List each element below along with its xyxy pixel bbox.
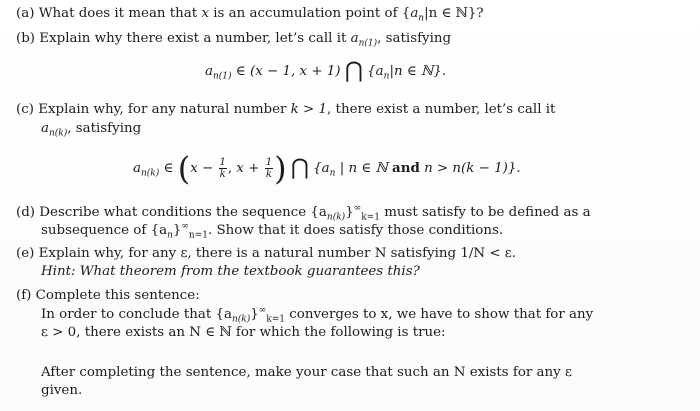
item-b-display-formula: $a_{n(1)}$ ∈ (x − 1, x + 1) ⋂ {$a_n|n$ ∈ ℕ}. [205, 58, 447, 84]
item-b-text: Explain why there exist a number, let’s call it $a_{n(1)}$, satisfying [39, 31, 452, 49]
item-c [16, 101, 555, 119]
item-c-label: (c) [16, 102, 34, 117]
intersection-symbol: ⋂ [344, 58, 363, 84]
item-e-hint: Hint: What theorem from the textbook guarantees this? [41, 264, 420, 279]
item-c-display-formula: $a_{n(k)}$ ∈ (x − $\frac{1}{k}$ , x + $\frac{1}{k}$ ) ⋂ {$a_n$ | n ∈ ℕ and n > n(k − 1)}. [133, 149, 521, 188]
item-f-after-line1: After completing the sentence, make your case that such an N exists for any ε [41, 365, 572, 380]
right-paren: ) [274, 149, 287, 188]
item-c-line2: $a_{n(k)}$, satisfying [41, 121, 142, 139]
item-f [16, 287, 200, 305]
item-a [16, 5, 484, 23]
item-d-text: Describe what conditions the sequence $\{a_{n(k)}\}^\infty_{k=1}$ must satisfy to be defined as a [39, 203, 591, 223]
item-a-text: What does it mean that x is an accumulation point of {$a_n|n$ ∈ ℕ}? [38, 6, 484, 24]
item-e-label: (e) [16, 246, 35, 261]
item-e-text: Explain why, for any ε, there is a natural number N satisfying 1/N < ε. [38, 246, 517, 261]
item-f-line3: ε > 0, there exists an N ∈ ℕ for which the following is true: [41, 325, 446, 340]
item-d-label: (d) [16, 205, 36, 220]
item-f-after-line2: given. [41, 383, 83, 398]
one-over-k-fraction-2: $\frac{1}{k}$ [265, 157, 273, 180]
item-f-text: Complete this sentence: [35, 288, 200, 303]
item-e [16, 245, 516, 263]
left-paren: ( [177, 149, 191, 188]
one-over-k-fraction: $\frac{1}{k}$ [219, 157, 226, 180]
item-f-label: (f) [16, 288, 32, 303]
item-a-label: (a) [16, 6, 35, 21]
item-d [16, 204, 591, 222]
item-c-text: Explain why, for any natural number k > 1, there exist a number, let’s call it [38, 102, 556, 117]
item-b-label: (b) [16, 31, 36, 46]
item-b [16, 30, 451, 48]
item-d-line2: subsequence of $\{a_n\}^\infty_{n=1}$. Show that it does satisfy those conditions. [41, 221, 504, 241]
intersection-symbol-2: ⋂ [290, 155, 309, 181]
item-f-line2: In order to conclude that $\{a_{n(k)}\}^\infty_{k=1}$ converges to x, we have to show that for any [41, 305, 594, 325]
